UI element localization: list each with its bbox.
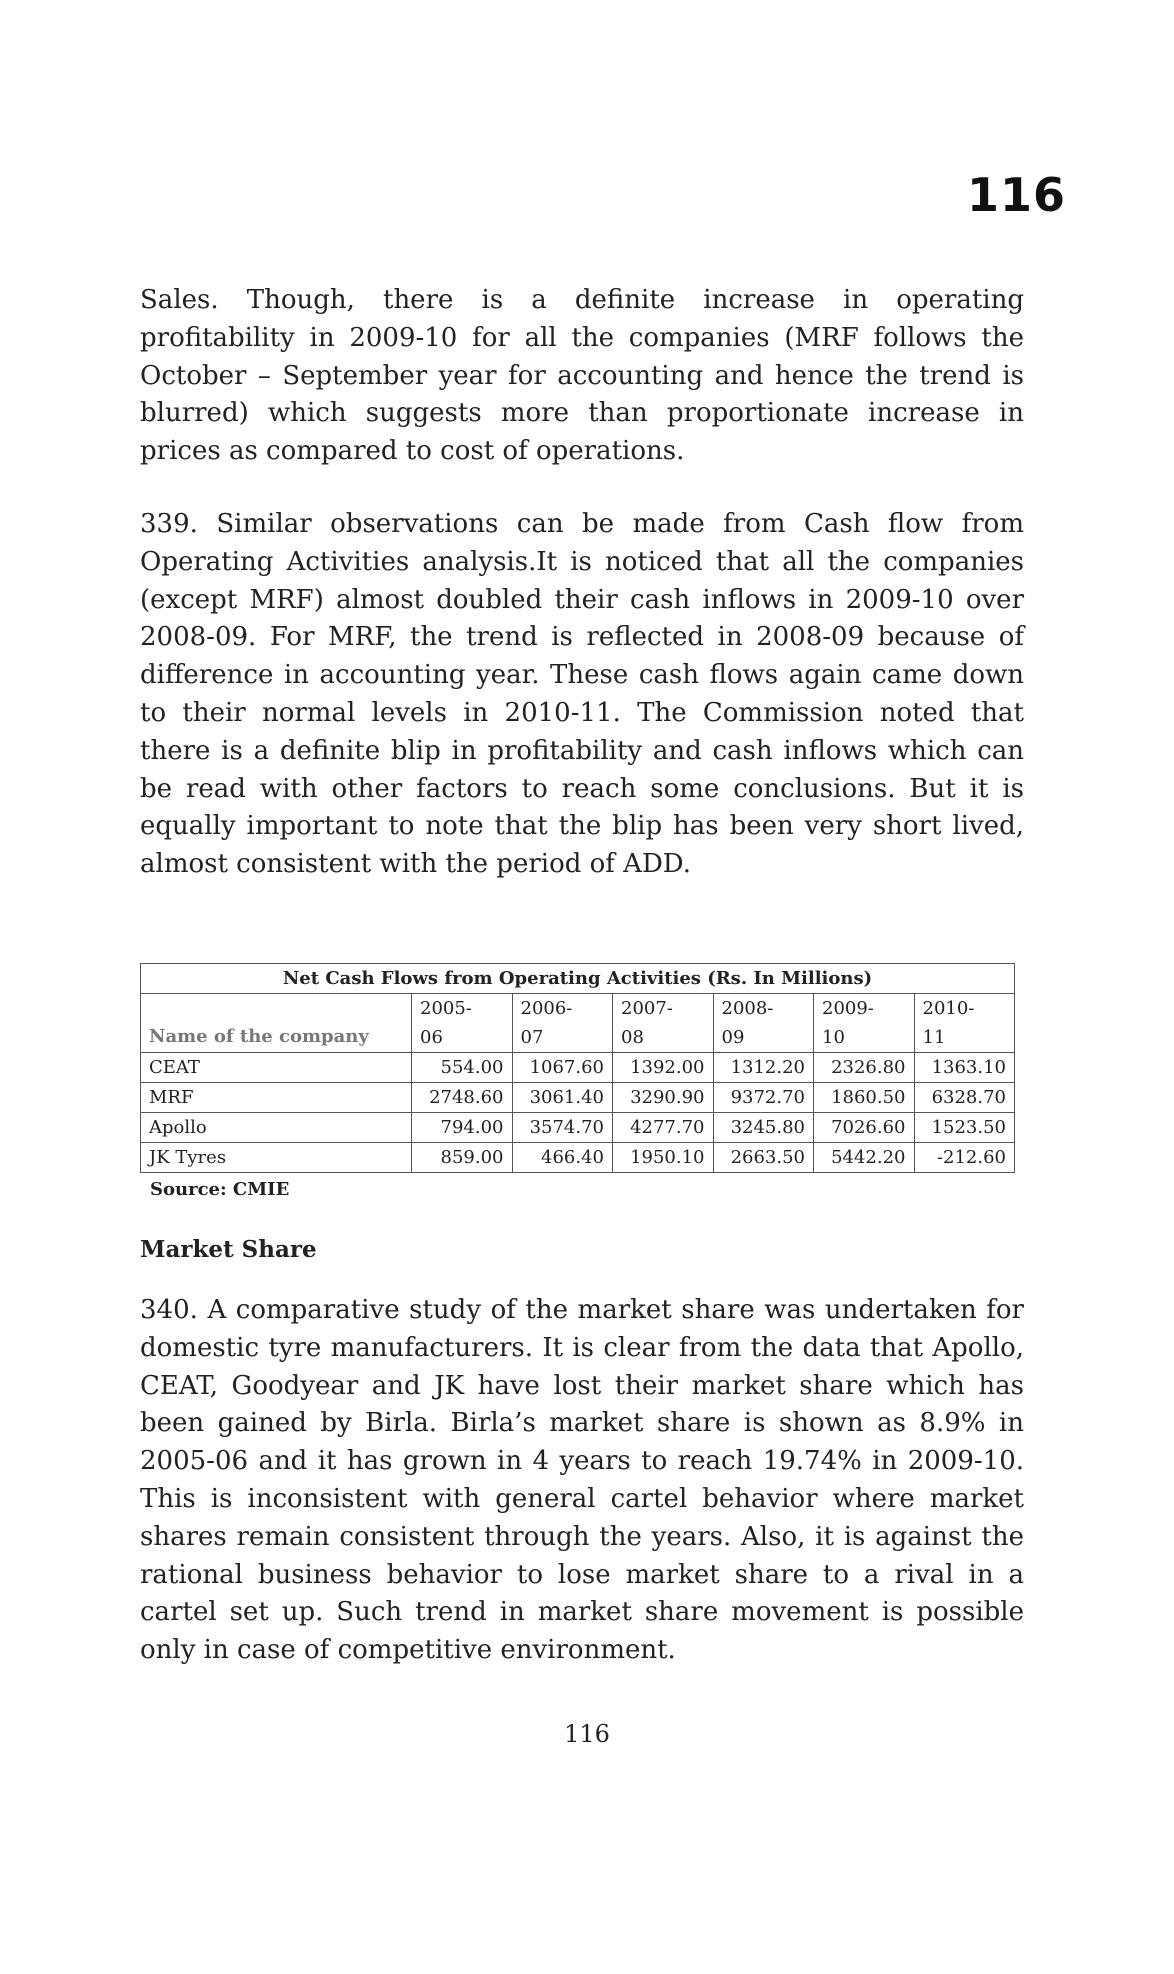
company-name-cell: MRF <box>141 1083 412 1113</box>
company-name-header: Name of the company <box>141 994 412 1053</box>
table-row <box>141 1143 1015 1173</box>
page-number-header: 116 <box>966 168 1066 222</box>
paragraph-339-cash-flow: 339. Similar observations can be made from Cash flow from Operating Activities analysis.It is noticed that all the companies (except MRF) almost doubled their cash inflows in 2009-10 over 2008-09. For MRF, the trend is reflected in 2008-09 because of difference in accounting year. These cash flows again came down to their normal levels in 2010-11. The Commission noted that there is a definite blip in profitability and cash inflows which can be read with other factors to reach some conclusions. But it is equally important to note that the blip has been very short lived, almost consistent with the period of ADD. <box>140 509 1024 880</box>
paragraph-340-market-share: 340. A comparative study of the market share was undertaken for domestic tyre manufacturers. It is clear from the data that Apollo, CEAT, Goodyear and JK have lost their market share which has been gained by Birla. Birla’s market share is shown as 8.9% in 2005-06 and it has grown in 4 years to reach 19.74% in 2009-10. This is inconsistent with general cartel behavior where market shares remain consistent through the years. Also, it is against the rational business behavior to lose market share to a rival in a cartel set up. Such trend in market share movement is possible only in case of competitive environment. <box>140 1295 1024 1666</box>
section-heading-market-share: Market Share <box>140 1236 317 1263</box>
table-year-row-top <box>141 994 1015 1024</box>
year-header-top: 2010- <box>914 994 1015 1024</box>
year-header-top: 2007- <box>613 994 714 1024</box>
value-cell: 2663.50 <box>713 1143 814 1173</box>
year-header-top: 2009- <box>814 994 915 1024</box>
value-cell: 1067.60 <box>512 1053 613 1083</box>
year-header-bottom: 11 <box>914 1023 1015 1053</box>
value-cell: 2326.80 <box>814 1053 915 1083</box>
company-name-cell: CEAT <box>141 1053 412 1083</box>
year-header-bottom: 09 <box>713 1023 814 1053</box>
table-title-row <box>141 964 1015 994</box>
value-cell: 3290.90 <box>613 1083 714 1113</box>
year-header-bottom: 08 <box>613 1023 714 1053</box>
year-header-bottom: 07 <box>512 1023 613 1053</box>
value-cell: 7026.60 <box>814 1113 915 1143</box>
value-cell: 5442.20 <box>814 1143 915 1173</box>
table-row <box>141 1083 1015 1113</box>
value-cell: 4277.70 <box>613 1113 714 1143</box>
cash-flow-table <box>140 963 1015 1173</box>
value-cell: 1392.00 <box>613 1053 714 1083</box>
table-title: Net Cash Flows from Operating Activities (Rs. In Millions) <box>141 964 1015 994</box>
value-cell: 859.00 <box>412 1143 513 1173</box>
page-number-footer: 116 <box>564 1720 610 1748</box>
value-cell: 794.00 <box>412 1113 513 1143</box>
value-cell: 9372.70 <box>713 1083 814 1113</box>
value-cell: 3574.70 <box>512 1113 613 1143</box>
year-header-bottom: 06 <box>412 1023 513 1053</box>
value-cell: 1363.10 <box>914 1053 1015 1083</box>
value-cell: 6328.70 <box>914 1083 1015 1113</box>
value-cell: 1312.20 <box>713 1053 814 1083</box>
year-header-bottom: 10 <box>814 1023 915 1053</box>
value-cell: 1950.10 <box>613 1143 714 1173</box>
value-cell: 1860.50 <box>814 1083 915 1113</box>
year-header-top: 2005- <box>412 994 513 1024</box>
value-cell: 3245.80 <box>713 1113 814 1143</box>
table-row <box>141 1113 1015 1143</box>
company-name-cell: JK Tyres <box>141 1143 412 1173</box>
value-cell: 466.40 <box>512 1143 613 1173</box>
value-cell: 1523.50 <box>914 1113 1015 1143</box>
cash-flow-table-block <box>140 963 1015 1205</box>
value-cell: 554.00 <box>412 1053 513 1083</box>
company-name-cell: Apollo <box>141 1113 412 1143</box>
table-row <box>141 1053 1015 1083</box>
value-cell: 3061.40 <box>512 1083 613 1113</box>
paragraph-sales-profitability: Sales. Though, there is a definite increase in operating profitability in 2009-10 for all the companies (MRF follows the October – September year for accounting and hence the trend is blurred) which suggests more than proportionate increase in prices as compared to cost of operations. <box>140 285 1024 467</box>
value-cell: 2748.60 <box>412 1083 513 1113</box>
value-cell: -212.60 <box>914 1143 1015 1173</box>
table-source-note: Source: CMIE <box>150 1179 290 1200</box>
year-header-top: 2008- <box>713 994 814 1024</box>
year-header-top: 2006- <box>512 994 613 1024</box>
